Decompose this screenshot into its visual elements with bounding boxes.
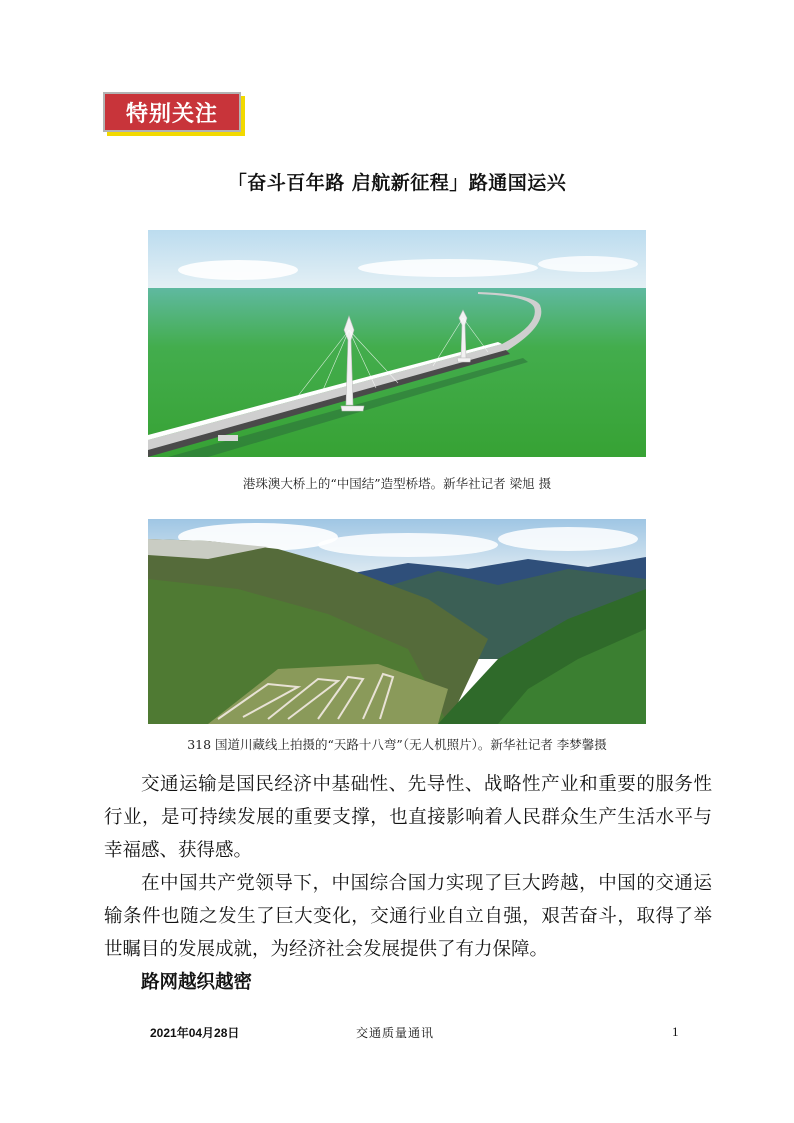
page-footer <box>0 1024 794 1044</box>
body-paragraph-1: 交通运输是国民经济中基础性、先导性、战略性产业和重要的服务性行业，是可持续发展的重要支撑，也直接影响着人民群众生产生活水平与幸福感、获得感。 <box>104 774 712 861</box>
body-subheading: 路网越织越密 <box>141 972 253 993</box>
bridge-photo <box>148 230 646 457</box>
footer-date: 2021年04月28日 <box>150 1026 240 1040</box>
mountain-road-photo <box>148 519 646 724</box>
body-paragraph-2: 在中国共产党领导下，中国综合国力实现了巨大跨越，中国的交通运输条件也随之发生了巨大变化，交通行业自立自强，艰苦奋斗，取得了举世瞩目的发展成就，为经济社会发展提供了有力保障。 <box>104 873 712 960</box>
section-tag-label: 特别关注 <box>103 92 241 132</box>
section-tag <box>103 92 247 138</box>
mountain-road-photo-caption: 318 国道川藏线上拍摄的“天路十八弯”（无人机照片）。新华社记者 李梦馨摄 <box>187 737 607 752</box>
page-number: 1 <box>672 1024 679 1039</box>
article-title: 「奋斗百年路 启航新征程」路通国运兴 <box>227 172 567 194</box>
bridge-photo-caption: 港珠澳大桥上的“中国结”造型桥塔。新华社记者 梁旭 摄 <box>242 476 552 491</box>
footer-publication: 交通质量通讯 <box>356 1026 435 1040</box>
article-body <box>104 768 712 999</box>
